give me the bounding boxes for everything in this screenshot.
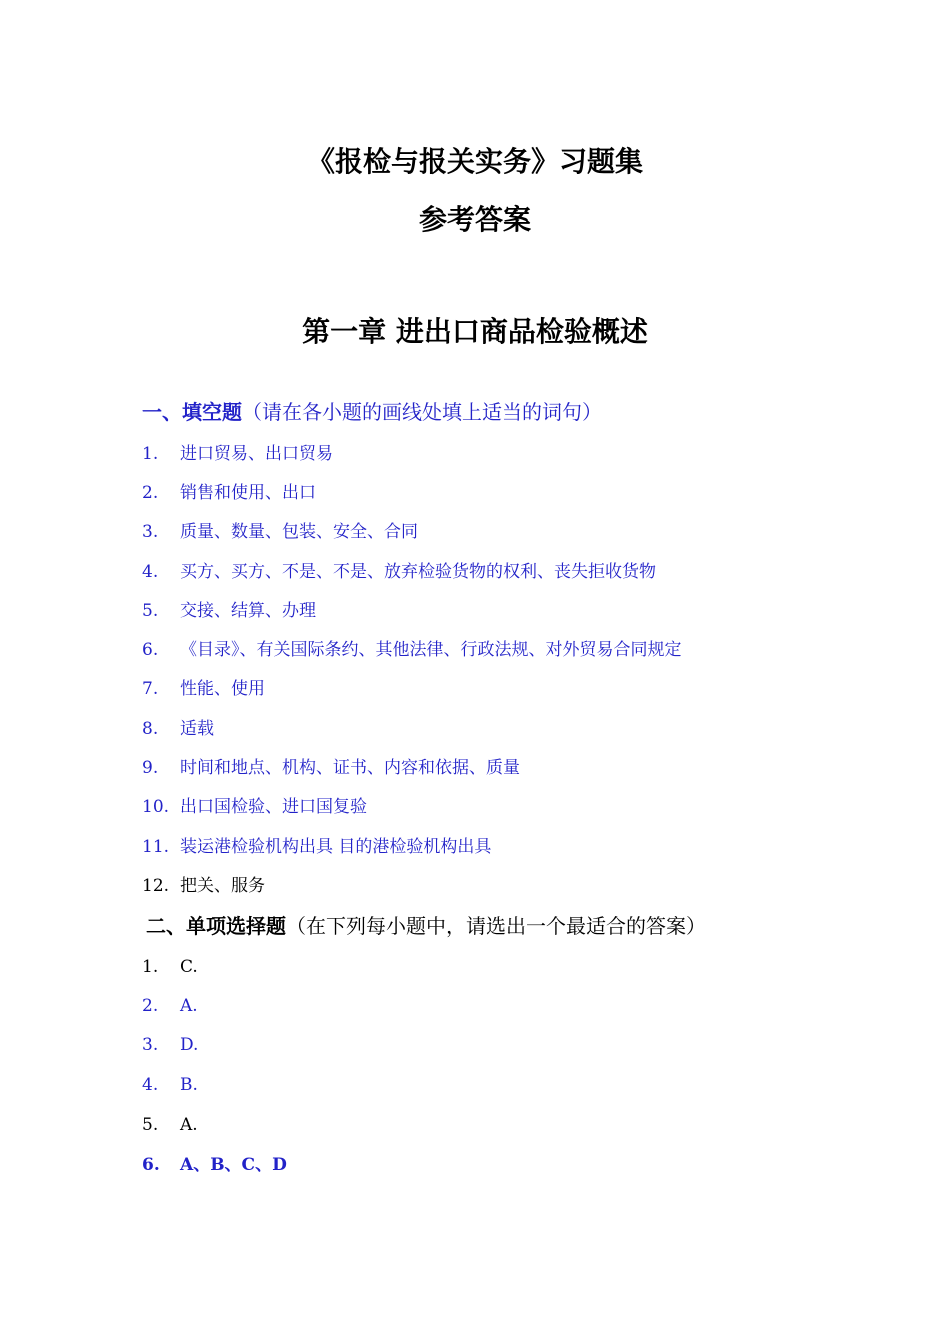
item-number: 6. [142, 640, 159, 660]
item-number: 7. [142, 679, 159, 699]
item-number: 2. [142, 996, 159, 1016]
item-number: 5. [142, 1115, 159, 1135]
section2-heading-label: 二、单项选择题 [146, 914, 286, 938]
item-text: C. [180, 957, 198, 977]
item-number: 12. [142, 876, 170, 896]
list-item [142, 442, 333, 466]
item-number: 2. [142, 483, 159, 503]
list-item [142, 1153, 287, 1177]
item-number: 11. [142, 837, 170, 857]
list-item [142, 560, 656, 584]
list-item [142, 677, 265, 701]
item-text: A、B、C、D [180, 1155, 287, 1175]
list-item [142, 599, 316, 623]
list-item [142, 638, 682, 662]
item-text: B. [180, 1075, 198, 1095]
item-text: 时间和地点、机构、证书、内容和依据、质量 [180, 758, 520, 778]
list-item [142, 756, 520, 780]
item-number: 8. [142, 719, 159, 739]
list-item [142, 481, 316, 505]
list-item [142, 835, 491, 859]
item-text: 适载 [180, 719, 214, 739]
section2-heading-note: （在下列每小题中，请选出一个最适合的答案） [286, 914, 706, 938]
item-number: 6. [142, 1155, 160, 1175]
section1-heading-label: 一、填空题 [142, 400, 242, 424]
section1-heading [142, 398, 602, 426]
list-item [142, 717, 214, 741]
item-text: 装运港检验机构出具 目的港检验机构出具 [180, 837, 492, 857]
document-title: 《报检与报关实务》习题集 [306, 145, 643, 178]
list-item [142, 874, 265, 898]
item-text: 《目录》、有关国际条约、其他法律、行政法规、对外贸易合同规定 [180, 640, 682, 660]
item-number: 5. [142, 601, 159, 621]
list-item [142, 1033, 198, 1057]
item-text: 把关、服务 [180, 876, 265, 896]
chapter-title: 第一章 进出口商品检验概述 [302, 315, 648, 348]
item-text: A. [180, 1115, 198, 1135]
item-text: D. [180, 1035, 199, 1055]
item-number: 1. [142, 444, 159, 464]
list-item [142, 955, 198, 979]
item-text: 买方、买方、不是、不是、放弃检验货物的权利、丧失拒收货物 [180, 562, 656, 582]
item-text: 质量、数量、包装、安全、合同 [180, 522, 418, 542]
item-number: 1. [142, 957, 159, 977]
document-subtitle: 参考答案 [418, 203, 531, 236]
item-number: 3. [142, 522, 159, 542]
list-item [142, 994, 198, 1018]
section1-heading-note: （请在各小题的画线处填上适当的词句） [242, 400, 602, 424]
item-text: A. [180, 996, 198, 1016]
item-number: 10. [142, 797, 170, 817]
item-text: 进口贸易、出口贸易 [180, 444, 333, 464]
item-number: 3. [142, 1035, 159, 1055]
item-number: 4. [142, 1075, 159, 1095]
list-item [142, 1113, 198, 1137]
item-number: 9. [142, 758, 159, 778]
item-text: 交接、结算、办理 [180, 601, 316, 621]
item-text: 销售和使用、出口 [180, 483, 316, 503]
section2-heading [146, 912, 706, 940]
item-number: 4. [142, 562, 159, 582]
item-text: 出口国检验、进口国复验 [180, 797, 367, 817]
list-item [142, 795, 367, 819]
list-item [142, 520, 418, 544]
list-item [142, 1073, 198, 1097]
item-text: 性能、使用 [180, 679, 265, 699]
